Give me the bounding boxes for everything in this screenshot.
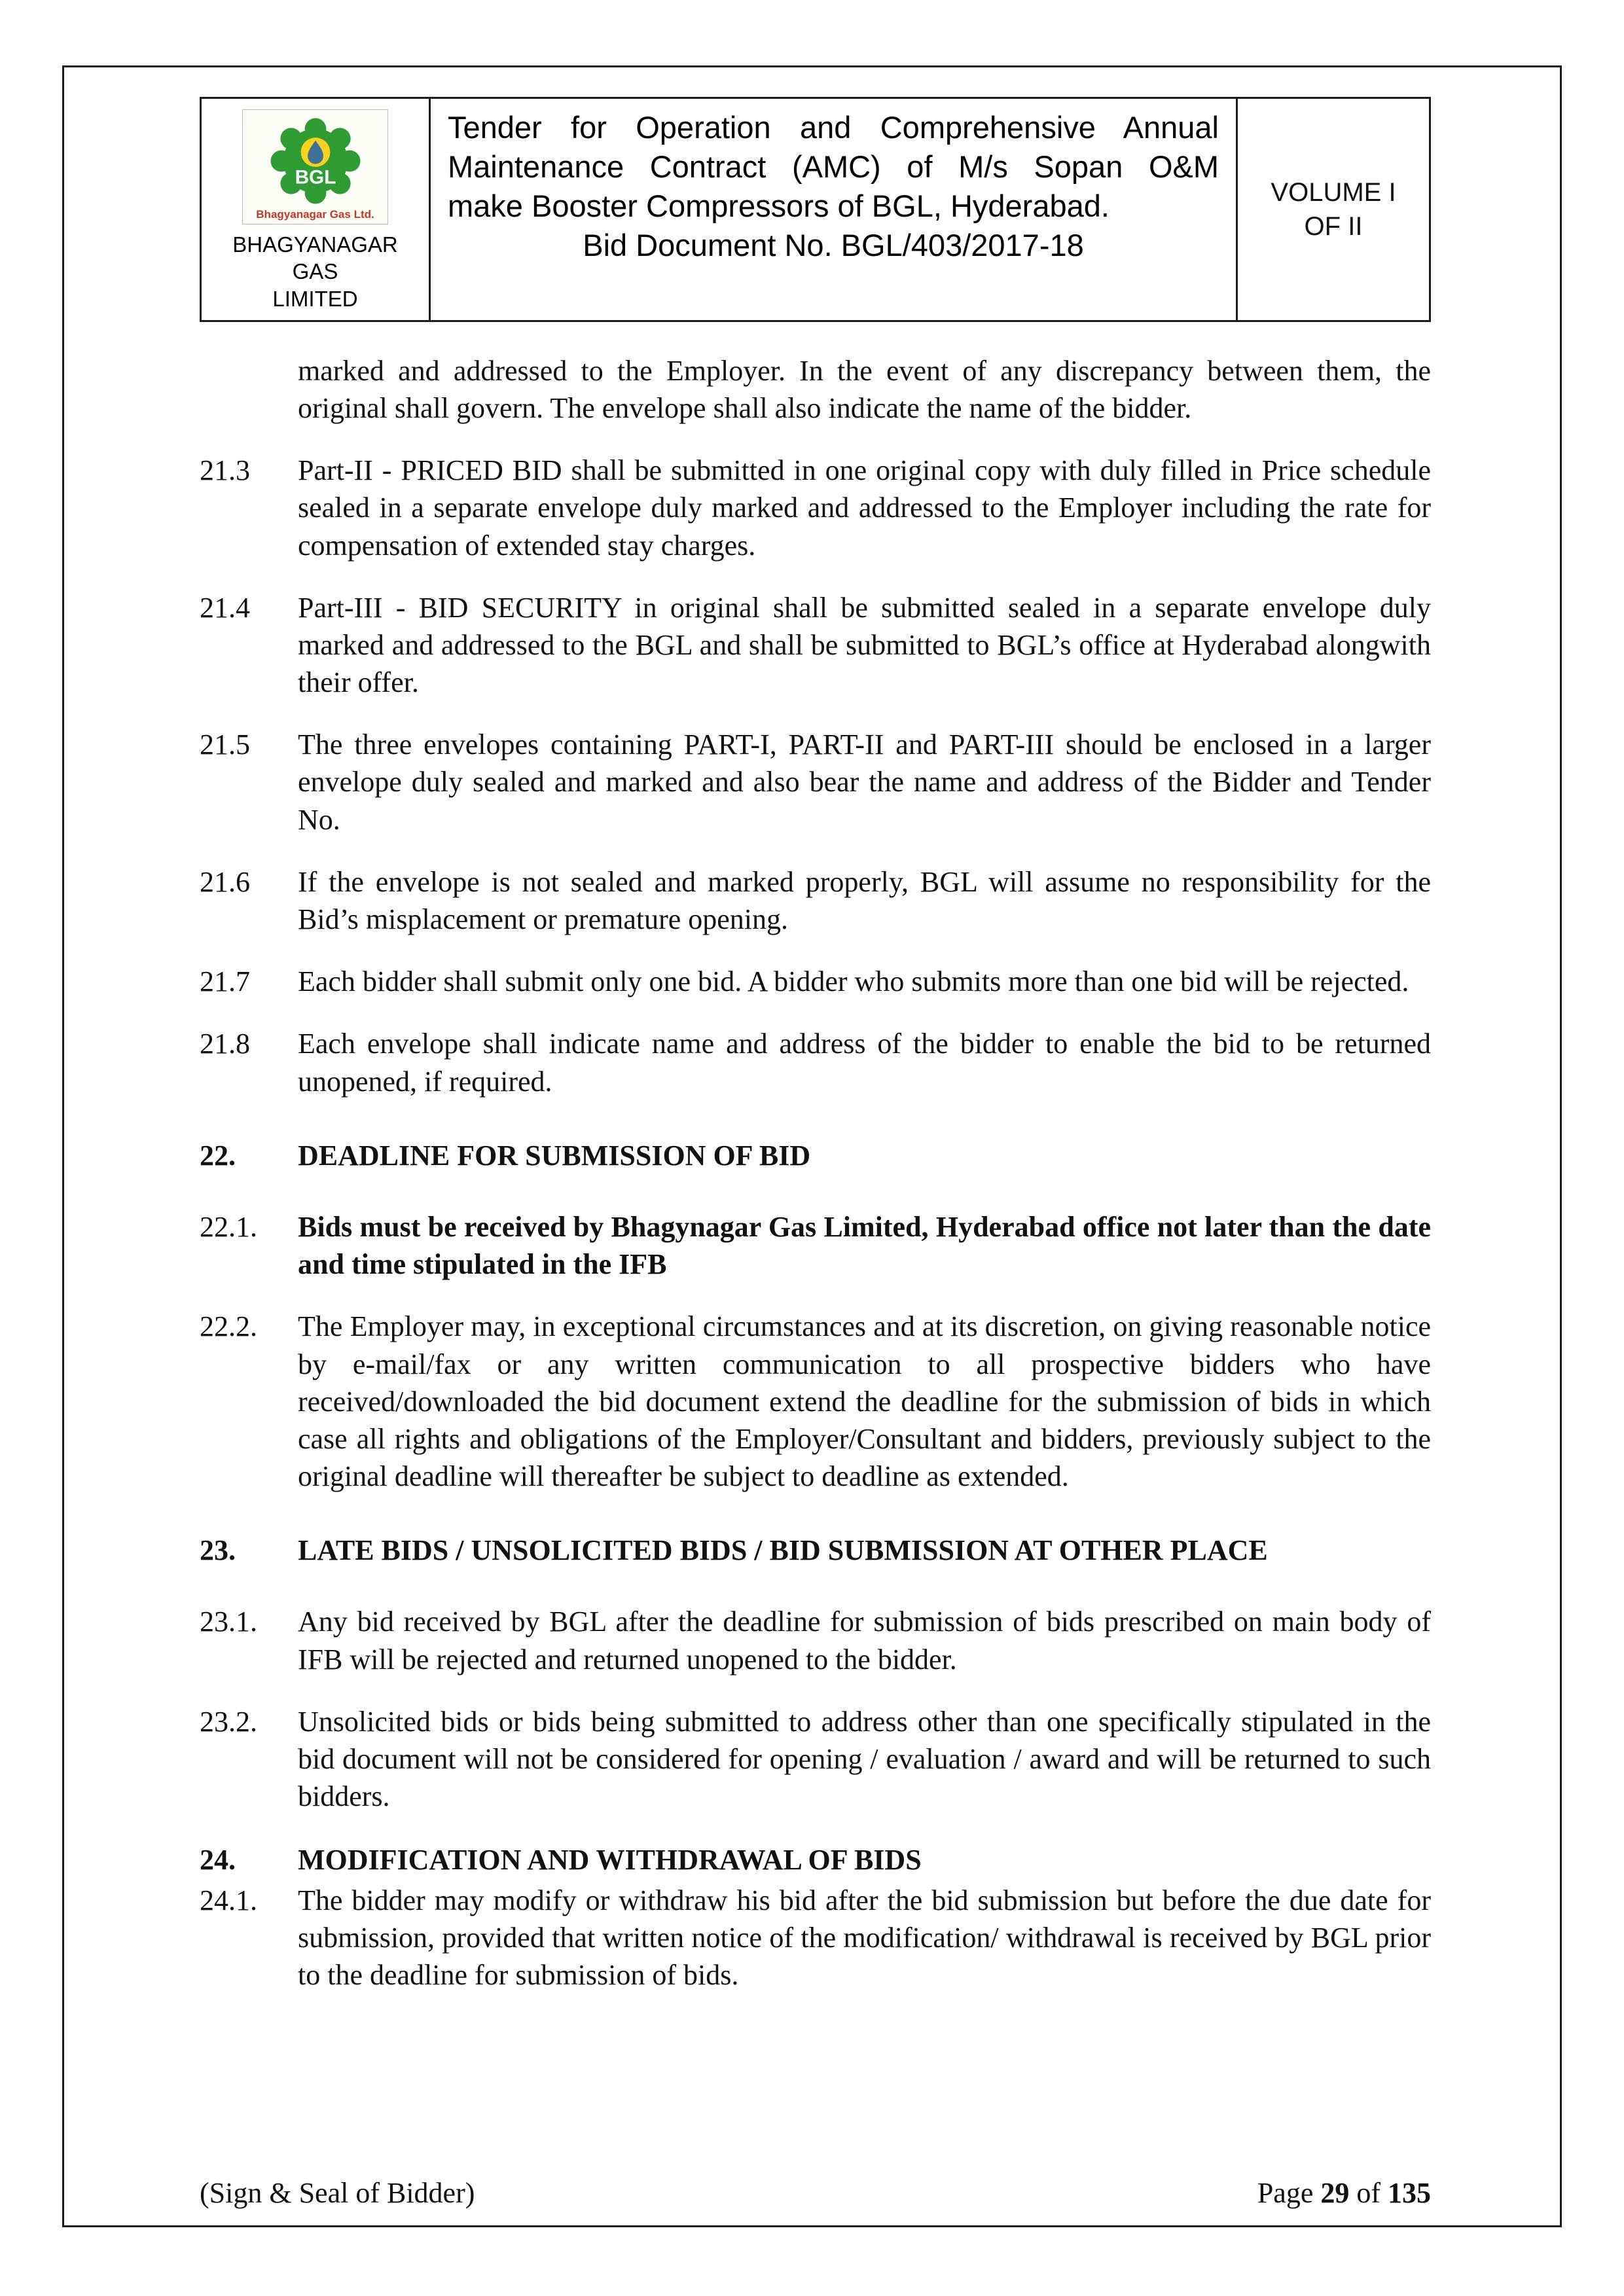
paragraph: [200, 1882, 1431, 1994]
tender-title-line3: make Booster Compressors of BGL, Hyderabad.: [448, 188, 1110, 224]
page-total: 135: [1388, 2177, 1431, 2209]
logo-cell: [202, 99, 431, 320]
paragraph: [200, 1603, 1431, 1677]
clause-text: Each bidder shall submit only one bid. A bidder who submits more than one bid will be rejected.: [298, 965, 1409, 998]
bgl-logo-icon: [266, 115, 365, 207]
paragraph: [200, 726, 1431, 838]
clause-number: 23.1.: [200, 1605, 257, 1638]
clause-number: 21.6: [200, 865, 250, 898]
page-number: [1257, 2176, 1431, 2210]
tender-title-line1: Tender for Operation and Comprehensive Annual: [448, 110, 1219, 145]
paragraph: [200, 589, 1431, 702]
clause-text: If the envelope is not sealed and marked properly, BGL will assume no responsibility for the Bid’s misplacement or premature opening.: [298, 865, 1431, 935]
paragraph: [200, 1025, 1431, 1100]
paragraph: [200, 1703, 1431, 1816]
document-body: [200, 352, 1431, 1994]
clause-number: [200, 352, 298, 427]
volume-line1: VOLUME I: [1271, 177, 1396, 207]
paragraph: [200, 452, 1431, 564]
paragraph: [200, 1308, 1431, 1495]
clause-text: marked and addressed to the Employer. In the event of any discrepancy between them, the original shall govern. The envelope shall also indicate the name of the bidder.: [298, 354, 1431, 424]
clause-number: 24.: [200, 1844, 236, 1876]
company-name-line2: LIMITED: [272, 286, 358, 311]
company-name-line1: BHAGYANAGAR GAS: [232, 232, 398, 284]
page-label: Page: [1257, 2177, 1321, 2209]
svg-text:BGL: BGL: [295, 166, 336, 188]
clause-text: MODIFICATION AND WITHDRAWAL OF BIDS: [298, 1844, 922, 1876]
clause-number: 23.2.: [200, 1705, 257, 1738]
clause-text: Each envelope shall indicate name and address of the bidder to enable the bid to be returned unopened, if required.: [298, 1028, 1431, 1098]
clause-number: 22.1.: [200, 1210, 257, 1243]
clause-text: Any bid received by BGL after the deadline for submission of bids prescribed on main body of IFB will be rejected and returned unopened to the bidder.: [298, 1605, 1431, 1676]
page-content: [62, 65, 1562, 2227]
clause-number: 21.8: [200, 1028, 250, 1060]
clause-text: The bidder may modify or withdraw his bid after the bid submission but before the due date for submission, provided that written notice of the modification/ withdrawal is received by BGL prior to the deadline for submission of bids.: [298, 1884, 1431, 1991]
volume-line2: OF II: [1304, 211, 1363, 241]
clause-text: Unsolicited bids or bids being submitted to address other than one specifically stipulated in the bid document will not be considered for opening / evaluation / award and will be returned to such bidders.: [298, 1705, 1431, 1813]
paragraph: [200, 1841, 1431, 1878]
company-logo: [242, 109, 388, 224]
clause-number: 21.7: [200, 965, 250, 998]
clause-text: The Employer may, in exceptional circumstances and at its discretion, on giving reasonable notice by e-mail/fax or any written communication to all prospective bidders who have received/downloaded the bid document extend the deadline for the submission of bids in which case all rights and obligations of the Employer/Consultant and bidders, previously subject to the original deadline will thereafter be subject to deadline as extended.: [298, 1310, 1431, 1493]
sign-seal-note: (Sign & Seal of Bidder): [200, 2177, 475, 2209]
clause-text: Part-II - PRICED BID shall be submitted in one original copy with duly filled in Price schedule sealed in a separate envelope duly marked and addressed to the Employer including the rate for compensation of extended stay charges.: [298, 454, 1431, 562]
paragraph: [200, 352, 1431, 427]
paragraph: [200, 1137, 1431, 1174]
clause-number: 21.4: [200, 591, 250, 624]
of-label: of: [1349, 2177, 1388, 2209]
clause-text: The three envelopes containing PART-I, PART-II and PART-III should be enclosed in a larger envelope duly sealed and marked and also bear the name and address of the Bidder and Tender No.: [298, 728, 1431, 836]
document-header: [200, 97, 1431, 322]
clause-text: DEADLINE FOR SUBMISSION OF BID: [298, 1139, 811, 1172]
clause-number: 22.: [200, 1139, 236, 1172]
clause-text: LATE BIDS / UNSOLICITED BIDS / BID SUBMISSION AT OTHER PLACE: [298, 1534, 1268, 1567]
page-footer: [200, 2176, 1431, 2210]
clause-text: Part-III - BID SECURITY in original shall be submitted sealed in a separate envelope duly marked and addressed to the BGL and shall be submitted to BGL’s office at Hyderabad alongwith their offer.: [298, 591, 1431, 699]
paragraph: [200, 1208, 1431, 1283]
volume-cell: [1238, 99, 1429, 320]
logo-caption: Bhagyanagar Gas Ltd.: [256, 208, 374, 221]
clause-number: 24.1.: [200, 1884, 257, 1916]
paragraph: [200, 863, 1431, 938]
clause-text: Bids must be received by Bhagynagar Gas Limited, Hyderabad office not later than the date and time stipulated in the IFB: [298, 1210, 1431, 1281]
clause-number: 21.5: [200, 728, 250, 761]
tender-title-line2: Maintenance Contract (AMC) of M/s Sopan O&M: [448, 149, 1219, 185]
clause-number: 22.2.: [200, 1310, 257, 1343]
clause-number: 21.3: [200, 454, 250, 487]
tender-title-cell: [431, 99, 1238, 320]
paragraph: [200, 1532, 1431, 1569]
company-name: [207, 231, 424, 312]
paragraph: [200, 963, 1431, 1000]
bid-document-number: Bid Document No. BGL/403/2017-18: [583, 228, 1084, 263]
page-num: 29: [1320, 2177, 1350, 2209]
clause-number: 23.: [200, 1534, 236, 1567]
